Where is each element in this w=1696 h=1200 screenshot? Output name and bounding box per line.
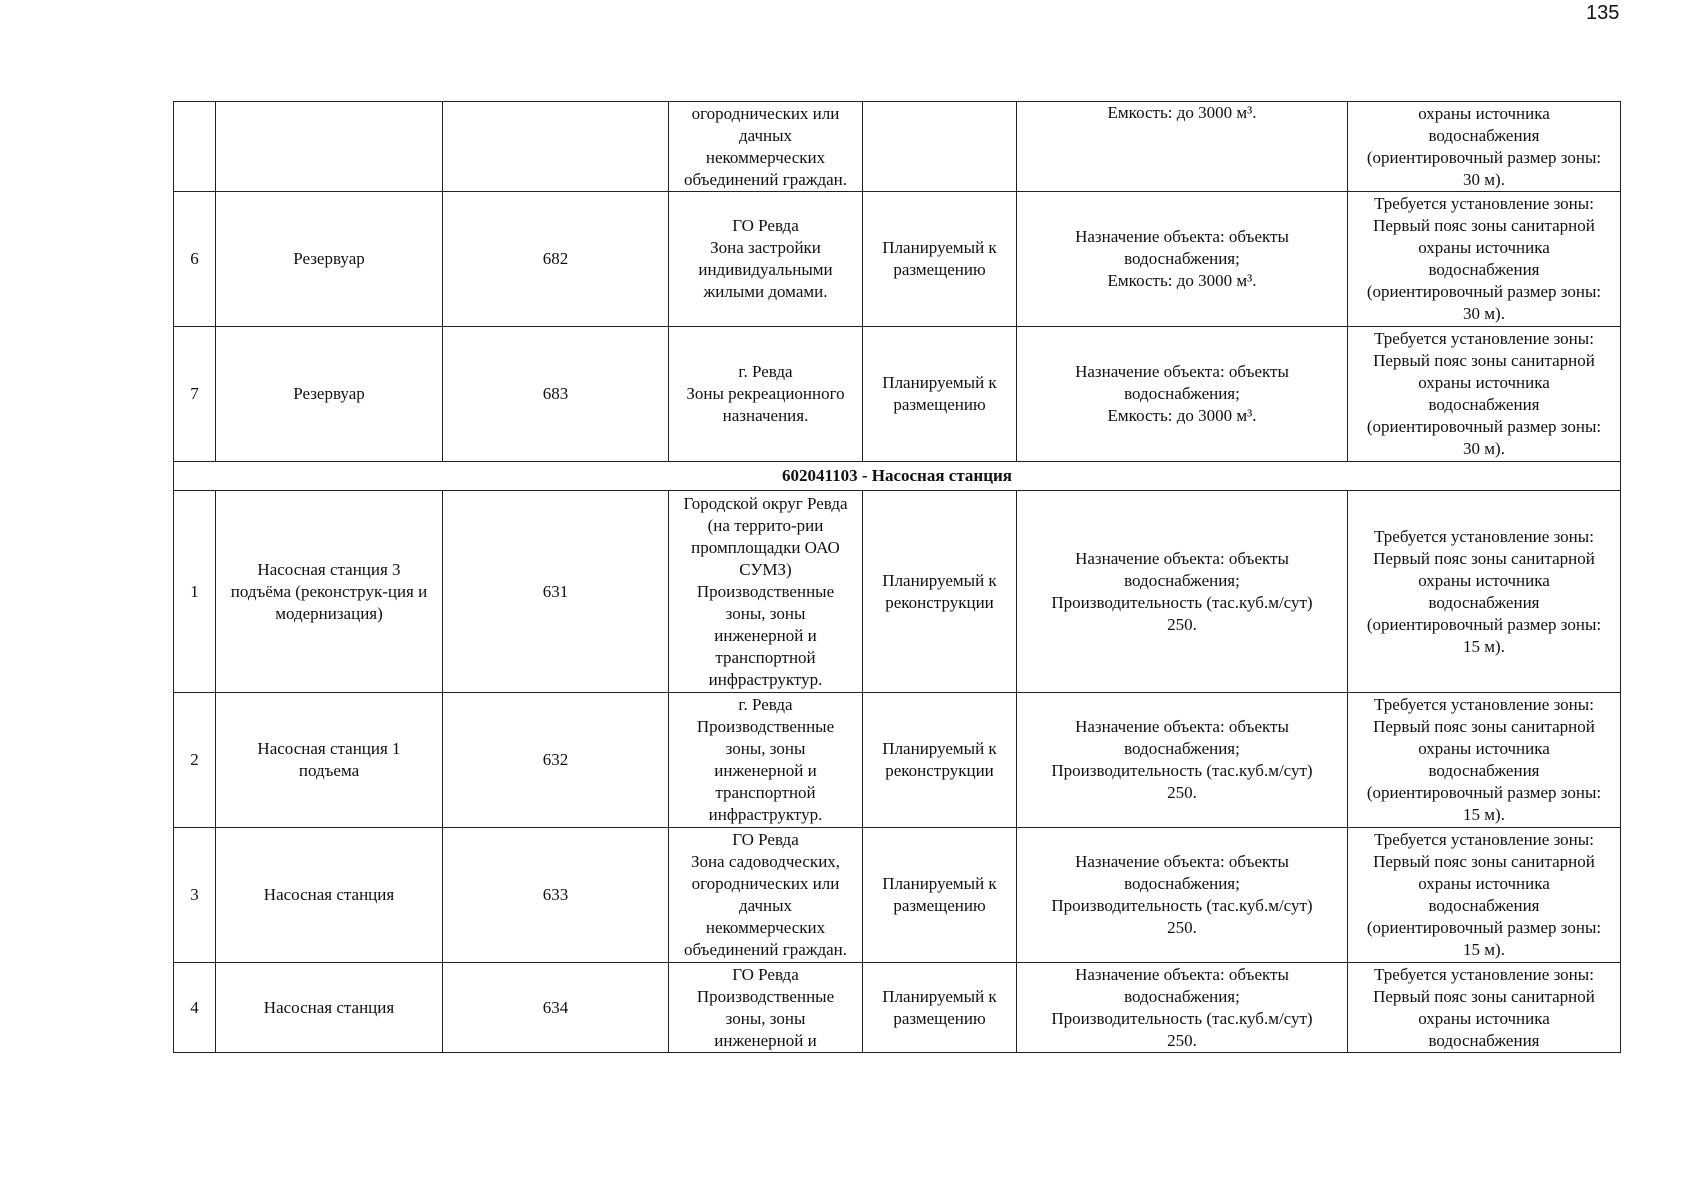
cell-zone: Требуется установление зоны: Первый пояс зоны санитарной охраны источника водоснабжения (ориентировочный размер зоны: 30 м). (1348, 327, 1621, 462)
cell-number: 4 (174, 963, 216, 1053)
cell-code: 633 (443, 828, 669, 963)
table-row (174, 828, 1621, 963)
cell-status: Планируемый к размещению (863, 828, 1017, 963)
cell-status: Планируемый к размещению (863, 963, 1017, 1053)
table-row (174, 491, 1621, 693)
cell-status: Планируемый к размещению (863, 192, 1017, 327)
cell-code: 634 (443, 963, 669, 1053)
cell-characteristics: Назначение объекта: объекты водоснабжения; Производительность (тас.куб.м/сут) 250. (1017, 828, 1348, 963)
section-title: 602041103 - Насосная станция (174, 462, 1621, 491)
cell-status: Планируемый к реконструкции (863, 491, 1017, 693)
cell-status (863, 102, 1017, 192)
table-row (174, 963, 1621, 1053)
cell-number: 6 (174, 192, 216, 327)
cell-location: г. Ревда Производственные зоны, зоны инженерной и транспортной инфраструктур. (669, 693, 863, 828)
cell-characteristics: Емкость: до 3000 м³. (1017, 102, 1348, 192)
cell-characteristics: Назначение объекта: объекты водоснабжения; Емкость: до 3000 м³. (1017, 192, 1348, 327)
table-row (174, 102, 1621, 192)
cell-number: 7 (174, 327, 216, 462)
cell-code: 632 (443, 693, 669, 828)
cell-code (443, 102, 669, 192)
cell-zone: Требуется установление зоны: Первый пояс зоны санитарной охраны источника водоснабжения (ориентировочный размер зоны: 15 м). (1348, 491, 1621, 693)
cell-name (216, 102, 443, 192)
cell-characteristics: Назначение объекта: объекты водоснабжения; Производительность (тас.куб.м/сут) 250. (1017, 491, 1348, 693)
cell-number (174, 102, 216, 192)
cell-characteristics: Назначение объекта: объекты водоснабжения; Производительность (тас.куб.м/сут) 250. (1017, 963, 1348, 1053)
cell-location: ГО Ревда Зона садоводческих, огороднических или дачных некоммерческих объединений граждан. (669, 828, 863, 963)
cell-status: Планируемый к размещению (863, 327, 1017, 462)
table-row (174, 192, 1621, 327)
cell-name: Насосная станция (216, 828, 443, 963)
cell-location: ГО Ревда Зона застройки индивидуальными жилыми домами. (669, 192, 863, 327)
cell-name: Насосная станция (216, 963, 443, 1053)
page-number: 135 (1586, 2, 1620, 24)
cell-number: 3 (174, 828, 216, 963)
cell-name: Резервуар (216, 192, 443, 327)
cell-name: Резервуар (216, 327, 443, 462)
cell-code: 631 (443, 491, 669, 693)
cell-location: огороднических или дачных некоммерческих объединений граждан. (669, 102, 863, 192)
cell-zone: Требуется установление зоны: Первый пояс зоны санитарной охраны источника водоснабжения (ориентировочный размер зоны: 15 м). (1348, 828, 1621, 963)
cell-zone: Требуется установление зоны: Первый пояс зоны санитарной охраны источника водоснабжения (ориентировочный размер зоны: 15 м). (1348, 693, 1621, 828)
table-row (174, 693, 1621, 828)
cell-characteristics: Назначение объекта: объекты водоснабжения; Производительность (тас.куб.м/сут) 250. (1017, 693, 1348, 828)
cell-name: Насосная станция 3 подъёма (реконструк-ция и модернизация) (216, 491, 443, 693)
cell-location: г. Ревда Зоны рекреационного назначения. (669, 327, 863, 462)
cell-code: 683 (443, 327, 669, 462)
cell-name: Насосная станция 1 подъема (216, 693, 443, 828)
objects-table (173, 101, 1621, 1053)
cell-location: ГО Ревда Производственные зоны, зоны инженерной и (669, 963, 863, 1053)
table-row (174, 327, 1621, 462)
cell-zone: охраны источника водоснабжения (ориентировочный размер зоны: 30 м). (1348, 102, 1621, 192)
cell-status: Планируемый к реконструкции (863, 693, 1017, 828)
cell-number: 1 (174, 491, 216, 693)
cell-zone: Требуется установление зоны: Первый пояс зоны санитарной охраны источника водоснабжения (1348, 963, 1621, 1053)
cell-location: Городской округ Ревда (на террито-рии промплощадки ОАО СУМЗ) Производственные зоны, зоны инженерной и транспортной инфраструктур. (669, 491, 863, 693)
cell-zone: Требуется установление зоны: Первый пояс зоны санитарной охраны источника водоснабжения (ориентировочный размер зоны: 30 м). (1348, 192, 1621, 327)
cell-characteristics: Назначение объекта: объекты водоснабжения; Емкость: до 3000 м³. (1017, 327, 1348, 462)
section-header-row (174, 462, 1621, 491)
cell-number: 2 (174, 693, 216, 828)
cell-code: 682 (443, 192, 669, 327)
